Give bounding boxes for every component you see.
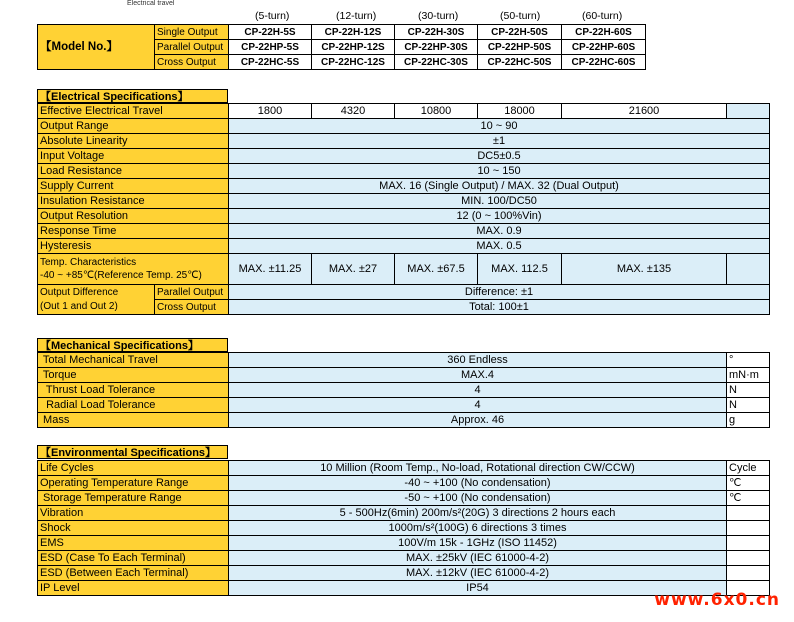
mechanical-table [37, 352, 770, 428]
model-number: CP-22HC-50S [478, 55, 562, 70]
spec-value: MAX. ±67.5 [395, 254, 478, 285]
turn-headers [0, 10, 794, 24]
spec-value: 4 [229, 398, 727, 413]
turn-header: (5-turn) [255, 10, 290, 22]
spec-name: Supply Current [38, 179, 229, 194]
spec-unit: ℃ [727, 491, 770, 506]
output-type: Parallel Output [155, 40, 229, 55]
spec-value: 1800 [229, 104, 312, 119]
spec-value: MAX. ±27 [312, 254, 395, 285]
turn-header: (50-turn) [500, 10, 541, 22]
spec-unit [727, 536, 770, 551]
spec-name: Insulation Resistance [38, 194, 229, 209]
model-number: CP-22H-60S [562, 25, 646, 40]
spec-value: 10 Million (Room Temp., No-load, Rotational direction CW/CCW) [229, 461, 727, 476]
spec-value: 18000 [478, 104, 562, 119]
spec-name: Storage Temperature Range [38, 491, 229, 506]
spec-value: 100V/m 15k - 1GHz (ISO 11452) [229, 536, 727, 551]
spec-value: MIN. 100/DC50 [229, 194, 770, 209]
spec-name: Mass [38, 413, 229, 428]
spec-name: Response Time [38, 224, 229, 239]
spec-name: ESD (Case To Each Terminal) [38, 551, 229, 566]
spec-value: IP54 [229, 581, 727, 596]
temp-line1: Temp. Characteristics [40, 257, 137, 268]
spec-value: 12 (0 ~ 100%Vin) [229, 209, 770, 224]
electrical-title: 【Electrical Specifications】 [37, 89, 228, 103]
spec-name: Torque [38, 368, 229, 383]
temp-line2: -40 ~ +85℃(Reference Temp. 25℃) [40, 270, 202, 281]
spec-name: ESD (Between Each Terminal) [38, 566, 229, 581]
environmental-title: 【Environmental Specifications】 [37, 445, 228, 459]
spec-name: Radial Load Tolerance [38, 398, 229, 413]
spec-value: MAX. 0.5 [229, 239, 770, 254]
model-label: 【Model No.】 [38, 25, 155, 70]
turn-header: (12-turn) [336, 10, 377, 22]
spec-name: Absolute Linearity [38, 134, 229, 149]
spec-name: Operating Temperature Range [38, 476, 229, 491]
spec-value: 10 ~ 90 [229, 119, 770, 134]
spec-unit [727, 551, 770, 566]
outdiff-line2: (Out 1 and Out 2) [40, 300, 118, 312]
spec-value: -50 ~ +100 (No condensation) [229, 491, 727, 506]
spec-value: DC5±0.5 [229, 149, 770, 164]
spec-unit: ℃ [727, 476, 770, 491]
turn-header: (30-turn) [418, 10, 459, 22]
spec-value: MAX. ±11.25 [229, 254, 312, 285]
spec-name: Thrust Load Tolerance [38, 383, 229, 398]
spec-unit [727, 521, 770, 536]
model-number: CP-22HP-60S [562, 40, 646, 55]
model-number: CP-22HC-30S [395, 55, 478, 70]
spec-value: Approx. 46 [229, 413, 727, 428]
watermark: www.6x0.cn [654, 590, 780, 610]
model-number: CP-22H-12S [312, 25, 395, 40]
spec-unit [727, 566, 770, 581]
model-number: CP-22H-30S [395, 25, 478, 40]
spec-value: MAX. 16 (Single Output) / MAX. 32 (Dual Output) [229, 179, 770, 194]
model-number: CP-22HP-5S [229, 40, 312, 55]
spec-name: IP Level [38, 581, 229, 596]
model-number: CP-22HP-30S [395, 40, 478, 55]
spec-value: 4 [229, 383, 727, 398]
model-number: CP-22HC-60S [562, 55, 646, 70]
outdiff-line1: Output Difference [40, 286, 119, 298]
spec-name: Effective Electrical Travel [38, 104, 229, 119]
spec-value: Difference: ±1 [229, 285, 770, 300]
spec-value: 360 Endless [229, 353, 727, 368]
spec-value: MAX. 0.9 [229, 224, 770, 239]
output-difference [38, 285, 155, 315]
model-number: CP-22HP-50S [478, 40, 562, 55]
output-type: Single Output [155, 25, 229, 40]
temp-characteristics [38, 254, 229, 285]
spec-value: -40 ~ +100 (No condensation) [229, 476, 727, 491]
spec-value: MAX. 112.5 [478, 254, 562, 285]
spec-value: MAX. ±12kV (IEC 61000-4-2) [229, 566, 727, 581]
model-number: CP-22HC-5S [229, 55, 312, 70]
output-type: Cross Output [155, 300, 229, 315]
spec-unit: ° [727, 353, 770, 368]
spec-name: Life Cycles [38, 461, 229, 476]
environmental-table [37, 460, 770, 596]
model-number: CP-22HP-12S [312, 40, 395, 55]
spec-name: Load Resistance [38, 164, 229, 179]
output-type: Cross Output [155, 55, 229, 70]
mechanical-title: 【Mechanical Specifications】 [37, 338, 228, 352]
spec-unit: N [727, 398, 770, 413]
electrical-table [37, 103, 770, 315]
spec-value: 1000m/s²(100G) 6 directions 3 times [229, 521, 727, 536]
spec-value: 10800 [395, 104, 478, 119]
spec-value: 4320 [312, 104, 395, 119]
spec-name: Total Mechanical Travel [38, 353, 229, 368]
spec-unit: Cycle [727, 461, 770, 476]
spec-name: Output Resolution [38, 209, 229, 224]
model-table [37, 24, 646, 70]
spec-value: ±1 [229, 134, 770, 149]
spec-filler [727, 104, 770, 119]
spec-name: Output Range [38, 119, 229, 134]
spec-value: 10 ~ 150 [229, 164, 770, 179]
turn-header: (60-turn) [582, 10, 623, 22]
spec-name: Hysteresis [38, 239, 229, 254]
spec-value: MAX. ±135 [562, 254, 727, 285]
spec-unit: g [727, 413, 770, 428]
spec-name: Vibration [38, 506, 229, 521]
spec-name: Shock [38, 521, 229, 536]
model-number: CP-22HC-12S [312, 55, 395, 70]
caption: Electrical travel [127, 0, 175, 7]
spec-filler [727, 254, 770, 285]
spec-value: 21600 [562, 104, 727, 119]
spec-unit: N [727, 383, 770, 398]
spec-unit [727, 506, 770, 521]
spec-value: 5 - 500Hz(6min) 200m/s²(20G) 3 directions 2 hours each [229, 506, 727, 521]
spec-value: MAX. ±25kV (IEC 61000-4-2) [229, 551, 727, 566]
spec-value: MAX.4 [229, 368, 727, 383]
spec-unit: mN·m [727, 368, 770, 383]
model-number: CP-22H-5S [229, 25, 312, 40]
spec-name: Input Voltage [38, 149, 229, 164]
output-type: Parallel Output [155, 285, 229, 300]
model-number: CP-22H-50S [478, 25, 562, 40]
spec-name: EMS [38, 536, 229, 551]
spec-value: Total: 100±1 [229, 300, 770, 315]
